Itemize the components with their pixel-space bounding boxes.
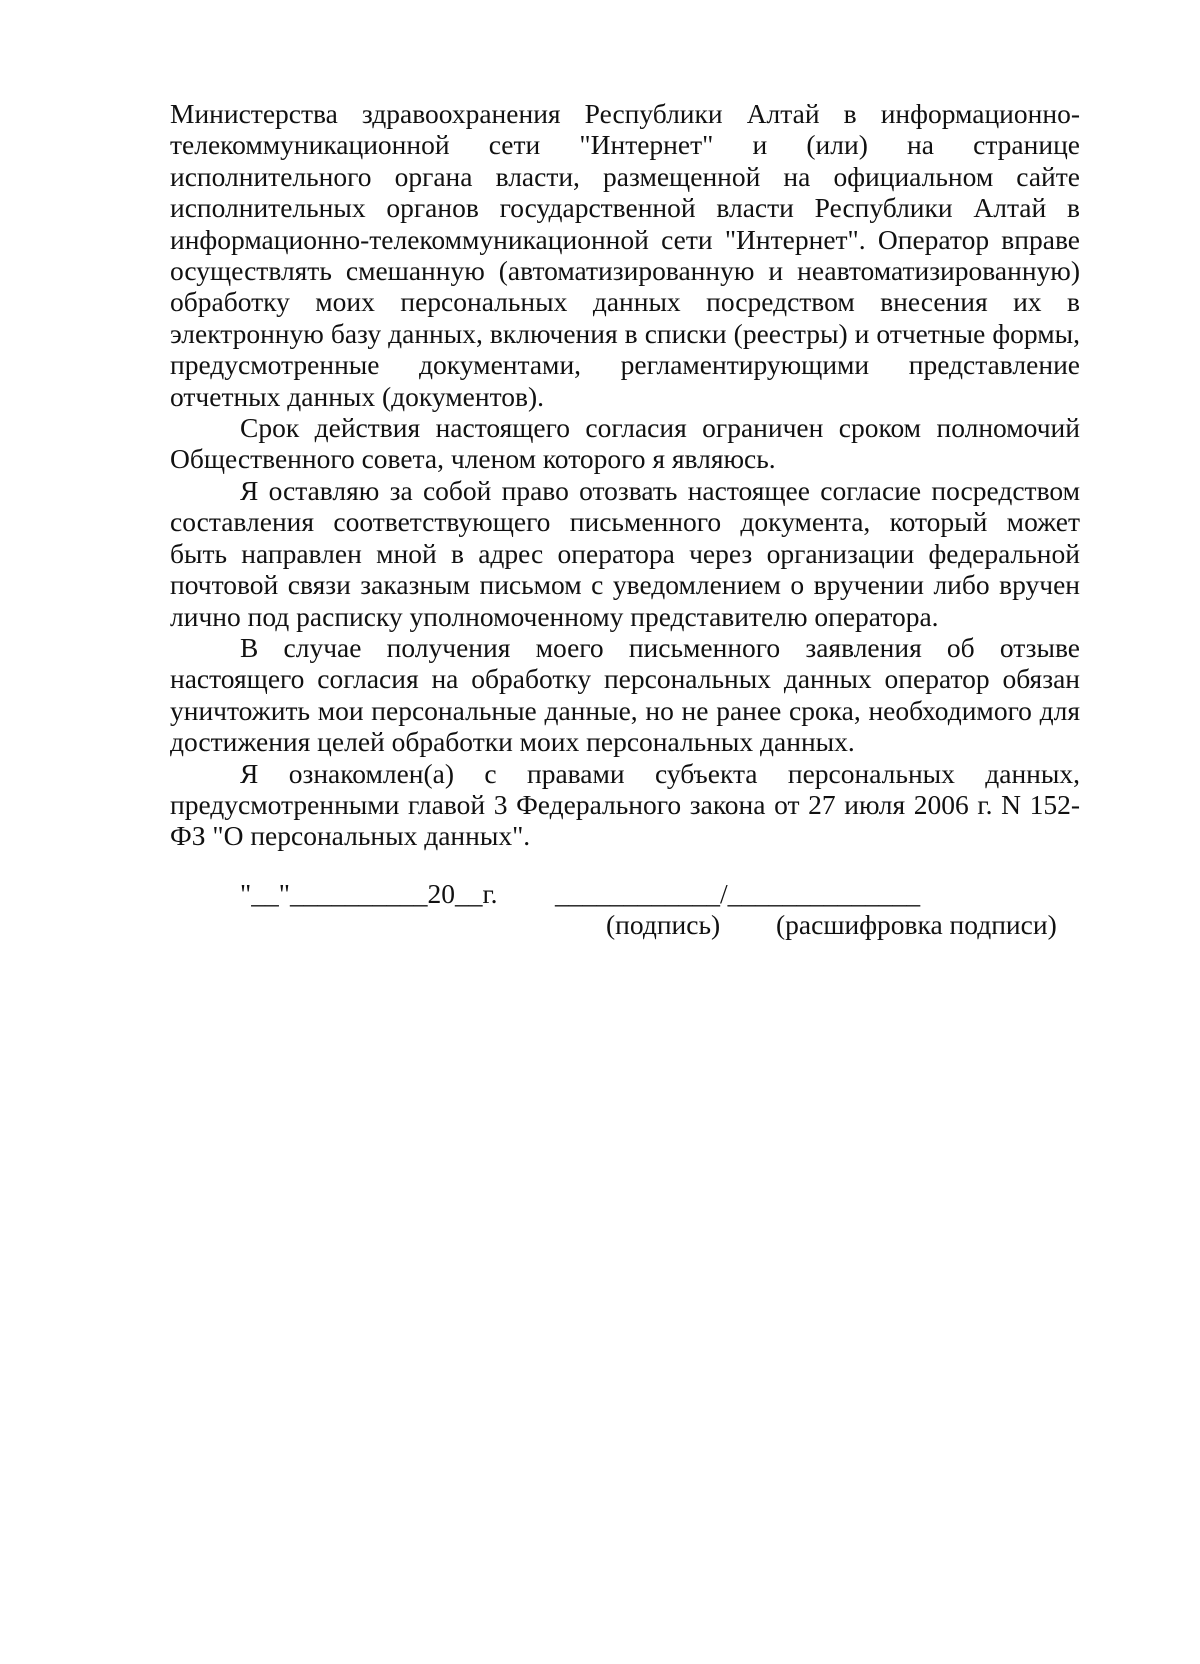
paragraph-consent-validity: Срок действия настоящего согласия ограничен сроком полномочий Общественного совета, членом которого я являюсь. [170,412,1080,475]
signature-field: ____________/______________ [555,878,921,909]
signature-block [170,878,1080,958]
signature-decode-caption: (расшифровка подписи) [776,909,1057,940]
paragraph-revocation-right: Я оставляю за собой право отозвать настоящее согласие посредством составления соответствующего письменного документа, который может быть направлен мной в адрес оператора через организации федеральной почтовой связи заказным письмом с уведомлением о вручении либо вручен лично под расписку уполномоченному представителю оператора. [170,474,1080,632]
paragraph-rights-acknowledgement: Я ознакомлен(а) с правами субъекта персональных данных, предусмотренными главой 3 Федерального закона от 27 июля 2006 г. N 152-ФЗ "О персональных данных". [170,757,1080,852]
date-field: "__"__________20__г. [240,878,498,909]
signature-caption: (подпись) [606,909,721,940]
document-body [170,98,1080,852]
paragraph-publication-consent: Министерства здравоохранения Республики Алтай в информационно-телекоммуникационной сети "Интернет" и (или) на странице исполнительного органа власти, размещенной на официальном сайте исполнительных органов государственной власти Республики Алтай в информационно-телекоммуникационной сети "Интернет". Оператор вправе осуществлять смешанную (автоматизированную и неавтоматизированную) обработку моих персональных данных посредством внесения их в электронную базу данных, включения в списки (реестры) и отчетные формы, предусмотренные документами, регламентирующими представление отчетных данных (документов). [170,98,1080,412]
paragraph-data-destruction: В случае получения моего письменного заявления об отзыве настоящего согласия на обработку персональных данных оператор обязан уничтожить мои персональные данные, но не ранее срока, необходимого для достижения целей обработки моих персональных данных. [170,631,1080,758]
